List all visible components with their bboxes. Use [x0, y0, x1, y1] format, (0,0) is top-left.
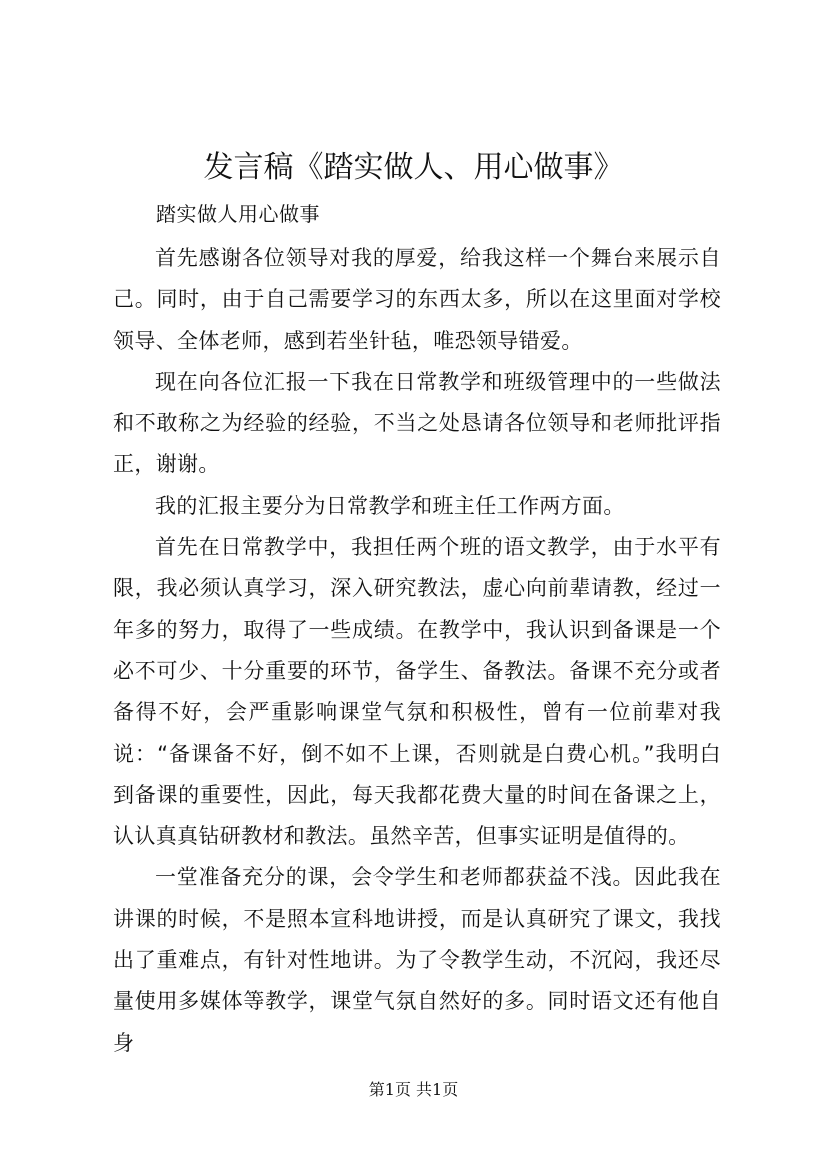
- paragraph: 现在向各位汇报一下我在日常教学和班级管理中的一些做法和不敢称之为经验的经验，不当之处恳请各位领导和老师批评指正，谢谢。: [113, 369, 721, 477]
- paragraph: 首先感谢各位领导对我的厚爱，给我这样一个舞台来展示自己。同时，由于自己需要学习的东西太多，所以在这里面对学校领导、全体老师，感到若坐针毡，唯恐领导错爱。: [113, 246, 721, 353]
- paragraph: 我的汇报主要分为日常教学和班主任工作两方面。: [155, 493, 625, 518]
- document-subtitle: 踏实做人用心做事: [156, 202, 320, 226]
- page-footer: 第1页 共1页: [368, 1080, 459, 1099]
- paragraph: 首先在日常教学中，我担任两个班的语文教学，由于水平有限，我必须认真学习，深入研究教法，虚心向前辈请教，经过一年多的努力，取得了一些成绩。在教学中，我认识到备课是一个必不可少、十分重要的环节，备学生、备教法。备课不充分或者备得不好，会严重影响课堂气氛和积极性，曾有一位前辈对我说：“备课备不好，倒不如不上课，否则就是白费心机。”我明白到备课的重要性，因此，每天我都花费大量的时间在备课之上，认认真真钻研教材和教法。虽然辛苦，但事实证明是值得的。: [113, 535, 721, 849]
- document-title: 发言稿《踏实做人、用心做事》: [203, 150, 624, 185]
- paragraph: 一堂准备充分的课，会令学生和老师都获益不浅。因此我在讲课的时候，不是照本宣科地讲授，而是认真研究了课文，我找出了重难点，有针对性地讲。为了令教学生动，不沉闷，我还尽量使用多媒体等教学，课堂气氛自然好的多。同时语文还有他自身: [113, 865, 721, 1055]
- document-body: [113, 238, 721, 1064]
